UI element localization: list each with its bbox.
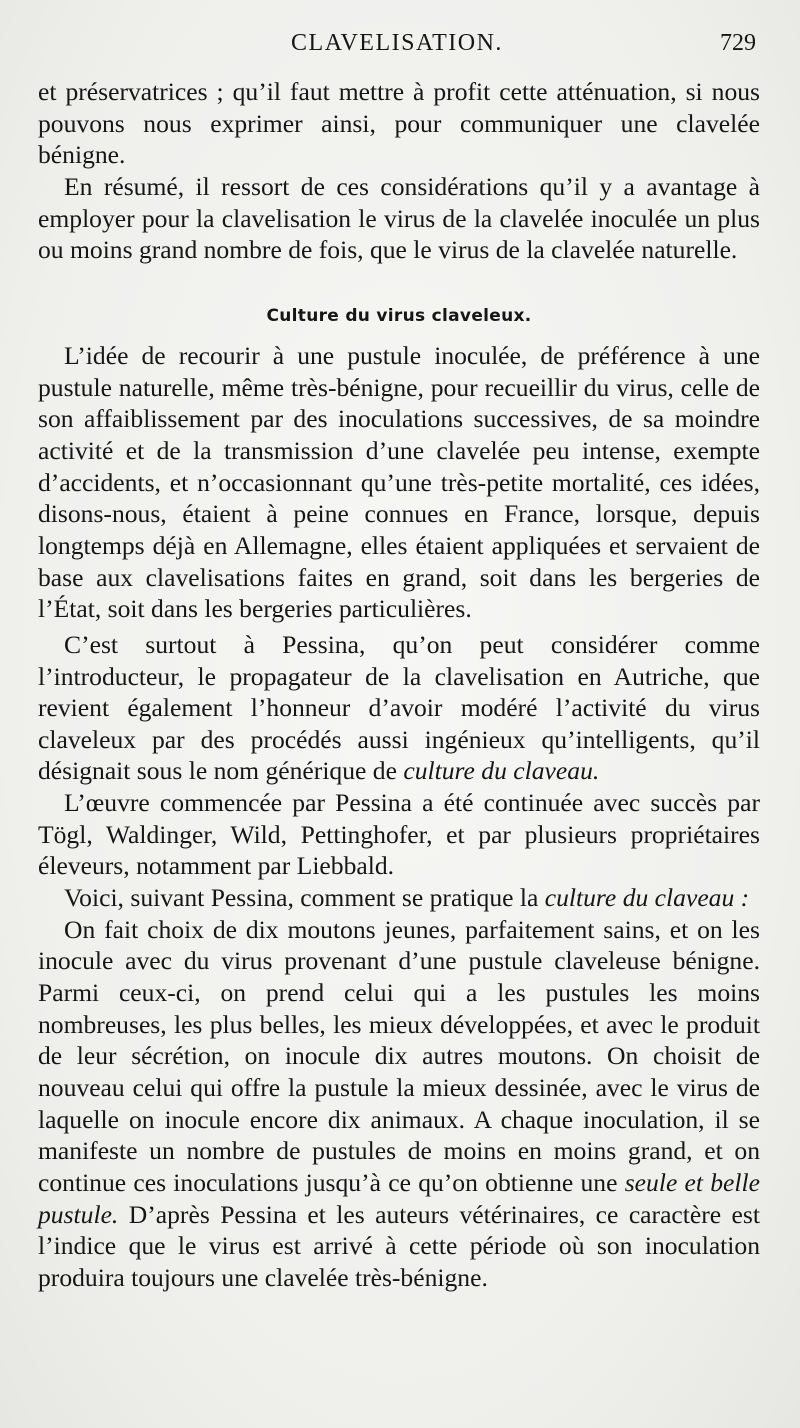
- paragraph-4-text: C’est surtout à Pessina, qu’on peut considérer comme l’introducteur, le propagateur de la clavelisation en Autriche, que revient également l’honneur d’avoir modéré l’activité du virus claveleux par des procédés aussi ingénieux qu’intelligents, qu’il désignait sous le nom générique de: [38, 629, 760, 786]
- paragraph-1-text: et préservatrices ; qu’il faut mettre à profit cette atténuation, si nous pouvons nous exprimer ainsi, pour communiquer une clavelée bénigne.: [38, 77, 760, 170]
- paragraph-7-text-a: On fait choix de dix moutons jeunes, parfaitement sains, et on les inocule avec du virus provenant d’une pustule claveleuse bénigne. Parmi ceux-ci, on prend celui qui a les pustules les moins nombreuses, les plus belles, les mieux développées, et avec le produit de leur sécrétion, on inocule dix autres moutons. On choisit de nouveau celui qui offre la pustule la mieux dessinée, avec le virus de laquelle on inocule encore dix animaux. A chaque inoculation, il se manifeste un nombre de pustules de moins en moins grand, et on continue ces inoculations jusqu’à ce qu’on obtienne une: [38, 914, 760, 1197]
- page-number: 729: [720, 30, 756, 56]
- running-title: CLAVELISATION.: [291, 30, 503, 56]
- paragraph-5-text: L’œuvre commencée par Pessina a été continuée avec succès par Tögl, Waldinger, Wild, Pettinghofer, et par plusieurs propriétaires éleveurs, notamment par Liebbald.: [38, 788, 760, 881]
- paragraph-7-italic: seule et belle pustule.: [38, 1168, 760, 1229]
- section-heading: Culture du virus claveleux.: [266, 305, 532, 326]
- paragraph-6-text: Voici, suivant Pessina, comment se pratique la: [64, 883, 545, 913]
- paragraph-4: [38, 629, 760, 787]
- page-header: [38, 30, 756, 66]
- paragraph-7-text-b: D’après Pessina et les auteurs vétérinaires, ce caractère est l’indice que le virus est arrivé à cette période où son inoculation produira toujours une clavelée très-bénigne.: [38, 1199, 760, 1292]
- paragraph-5: [38, 787, 760, 882]
- paragraph-1: [38, 76, 760, 171]
- paragraph-3: [38, 340, 760, 625]
- paragraph-6-italic: culture du claveau :: [544, 883, 750, 913]
- paragraph-2-text: En résumé, il ressort de ces considérations qu’il y a avantage à employer pour la clavelisation le virus de la clavelée inoculée un plus ou moins grand nombre de fois, que le virus de la clavelée naturelle.: [38, 171, 760, 265]
- paragraph-2: [38, 171, 760, 266]
- paragraph-3-text: L’idée de recourir à une pustule inoculée, de préférence à une pustule naturelle, même très-bénigne, pour recueillir du virus, celle de son affaiblissement par des inoculations successives, de sa moindre activité et de la transmission d’une clavelée peu intense, exempte d’accidents, et n’occasionnant qu’une très-petite mortalité, ces idées, disons-nous, étaient à peine connues en France, lorsque, depuis longtemps déjà en Allemagne, elles étaient appliquées et servaient de base aux clavelisations faites en grand, soit dans les bergeries de l’État, soit dans les bergeries particulières.: [38, 340, 760, 624]
- paragraph-4-italic: culture du claveau.: [403, 756, 600, 786]
- paragraph-6: [38, 882, 760, 914]
- page-body: [38, 76, 760, 1294]
- paragraph-7: [38, 914, 760, 1294]
